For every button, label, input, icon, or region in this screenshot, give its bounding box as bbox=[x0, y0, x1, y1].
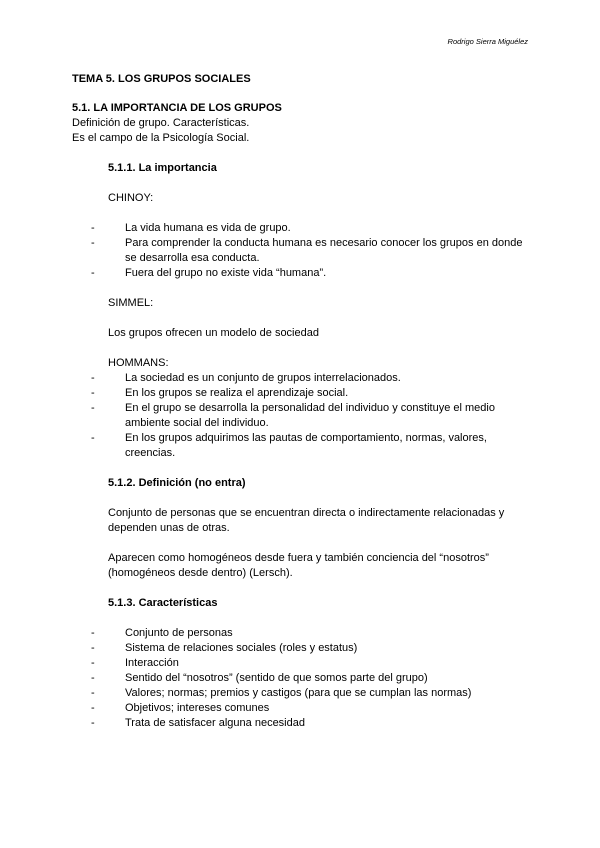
list-item: - Trata de satisfacer alguna necesidad bbox=[91, 717, 305, 729]
dash-bullet: - bbox=[91, 702, 95, 714]
dash-bullet: - bbox=[91, 222, 95, 234]
dash-bullet: - bbox=[91, 627, 95, 639]
dash-bullet: - bbox=[91, 372, 95, 384]
section-intro-1: Definición de grupo. Características. bbox=[72, 117, 250, 129]
list-item: - En el grupo se desarrolla la personalidad del individuo y constituye el medio ambiente social del individuo. bbox=[91, 402, 495, 429]
dash-bullet: - bbox=[91, 237, 95, 249]
dash-bullet: - bbox=[91, 717, 95, 729]
simmel-text: Los grupos ofrecen un modelo de sociedad bbox=[108, 327, 319, 339]
list-item: - Para comprender la conducta humana es necesario conocer los grupos en donde se desarrolla esa conducta. bbox=[91, 237, 523, 264]
list-item: - La vida humana es vida de grupo. bbox=[91, 222, 291, 234]
list-item: - Interacción bbox=[91, 657, 179, 669]
list-item: - Objetivos; intereses comunes bbox=[91, 702, 270, 714]
definicion-paragraph-1: Conjunto de personas que se encuentran directa o indirectamente relacionadas y dependen unas de otras. bbox=[108, 507, 505, 534]
subsection-title-definicion: 5.1.2. Definición (no entra) bbox=[108, 477, 246, 489]
list-item: - En los grupos adquirimos las pautas de comportamiento, normas, valores, creencias. bbox=[91, 432, 487, 459]
section-title: 5.1. LA IMPORTANCIA DE LOS GRUPOS bbox=[72, 102, 282, 114]
list-item: - Sentido del “nosotros” (sentido de que somos parte del grupo) bbox=[91, 672, 428, 684]
simmel-label: SIMMEL: bbox=[108, 297, 154, 309]
dash-bullet: - bbox=[91, 687, 95, 699]
subsection-title-importancia: 5.1.1. La importancia bbox=[108, 162, 217, 174]
list-item: - Conjunto de personas bbox=[91, 627, 233, 639]
chinoy-list bbox=[72, 221, 528, 281]
chinoy-label: CHINOY: bbox=[108, 192, 154, 204]
list-item: - Fuera del grupo no existe vida “humana”. bbox=[91, 267, 327, 279]
document-body bbox=[72, 72, 528, 731]
section-intro-2: Es el campo de la Psicología Social. bbox=[72, 132, 250, 144]
dash-bullet: - bbox=[91, 672, 95, 684]
list-item: - Sistema de relaciones sociales (roles y estatus) bbox=[91, 642, 358, 654]
subsection-title-caracteristicas: 5.1.3. Características bbox=[108, 597, 218, 609]
dash-bullet: - bbox=[91, 267, 95, 279]
header-author: Rodrigo Sierra Miguélez bbox=[447, 37, 528, 46]
caracteristicas-list bbox=[72, 626, 528, 731]
list-item: - En los grupos se realiza el aprendizaje social. bbox=[91, 387, 349, 399]
document-title: TEMA 5. LOS GRUPOS SOCIALES bbox=[72, 73, 251, 85]
dash-bullet: - bbox=[91, 432, 95, 444]
hommans-label: HOMMANS: bbox=[108, 357, 169, 369]
dash-bullet: - bbox=[91, 402, 95, 414]
hommans-list bbox=[72, 371, 528, 461]
dash-bullet: - bbox=[91, 642, 95, 654]
list-item: - La sociedad es un conjunto de grupos interrelacionados. bbox=[91, 372, 401, 384]
list-item: - Valores; normas; premios y castigos (para que se cumplan las normas) bbox=[91, 687, 472, 699]
definicion-paragraph-2: Aparecen como homogéneos desde fuera y también conciencia del “nosotros” (homogéneos desde dentro) (Lersch). bbox=[108, 552, 489, 579]
dash-bullet: - bbox=[91, 387, 95, 399]
dash-bullet: - bbox=[91, 657, 95, 669]
